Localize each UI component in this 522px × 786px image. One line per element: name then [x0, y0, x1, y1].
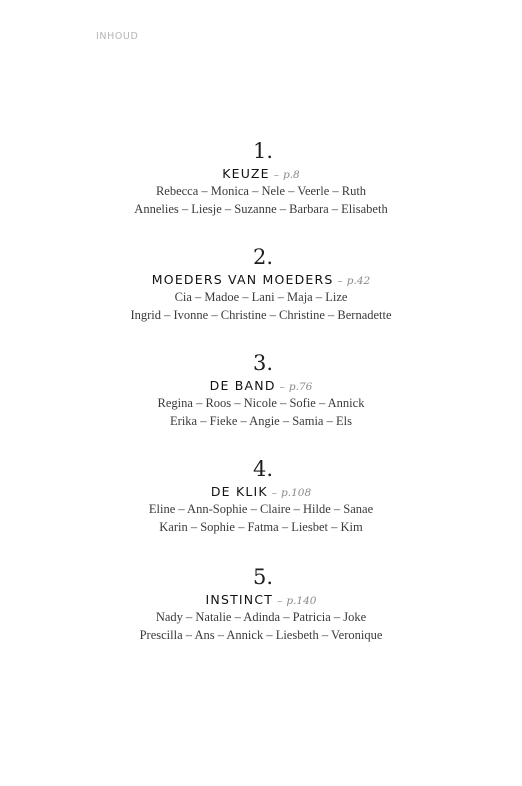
- chapter-number: 1.: [252, 139, 274, 163]
- chapter-names-line-2: Prescilla – Ans – Annick – Liesbeth – Veronique: [139, 628, 383, 642]
- chapter-dash: –: [277, 595, 283, 607]
- chapter-page-ref[interactable]: p.140: [286, 595, 317, 607]
- chapter-heading: [0, 271, 522, 288]
- chapter-title[interactable]: DE KLIK: [210, 484, 268, 499]
- chapter-title[interactable]: KEUZE: [222, 166, 270, 181]
- chapter-2[interactable]: [0, 246, 522, 324]
- chapter-5[interactable]: [0, 566, 522, 644]
- chapter-names-line-2: Ingrid – Ivonne – Christine – Christine – Bernadette: [130, 308, 392, 322]
- chapter-names-line-1: Cia – Madoe – Lani – Maja – Lize: [174, 290, 348, 304]
- chapter-heading: [0, 483, 522, 500]
- chapter-page-ref[interactable]: p.76: [288, 381, 313, 393]
- chapter-heading: [0, 591, 522, 608]
- chapter-number: 5.: [252, 565, 274, 589]
- chapter-dash: –: [273, 169, 279, 181]
- chapter-title[interactable]: DE BAND: [209, 378, 276, 393]
- chapter-dash: –: [279, 381, 285, 393]
- chapter-names-line-2: Annelies – Liesje – Suzanne – Barbara – Elisabeth: [134, 202, 388, 216]
- chapter-4[interactable]: [0, 458, 522, 536]
- chapter-names-line-2: Erika – Fieke – Angie – Samia – Els: [170, 414, 352, 428]
- chapter-names-line-2: Karin – Sophie – Fatma – Liesbet – Kim: [159, 520, 363, 534]
- chapter-names-line-1: Regina – Roos – Nicole – Sofie – Annick: [157, 396, 365, 410]
- chapter-page-ref[interactable]: p.42: [346, 275, 371, 287]
- chapter-page-ref[interactable]: p.8: [283, 169, 300, 181]
- chapter-dash: –: [337, 275, 343, 287]
- chapter-number: 4.: [252, 457, 274, 481]
- chapter-heading: [0, 165, 522, 182]
- chapter-dash: –: [271, 487, 278, 499]
- chapter-number: 3.: [252, 351, 274, 375]
- chapter-1[interactable]: [0, 140, 522, 218]
- chapter-names-line-1: Nady – Natalie – Adinda – Patricia – Joke: [155, 610, 367, 624]
- chapter-title[interactable]: MOEDERS VAN MOEDERS: [151, 272, 334, 287]
- chapter-3[interactable]: [0, 352, 522, 430]
- page-header-label: INHOUD: [96, 31, 139, 42]
- chapter-page-ref[interactable]: p.108: [281, 487, 312, 499]
- chapter-names-line-1: Rebecca – Monica – Nele – Veerle – Ruth: [155, 184, 367, 198]
- chapter-names-line-1: Eline – Ann-Sophie – Claire – Hilde – Sanae: [148, 502, 374, 516]
- chapter-title[interactable]: INSTINCT: [205, 592, 274, 607]
- chapter-number: 2.: [252, 245, 274, 269]
- chapter-heading: [0, 377, 522, 394]
